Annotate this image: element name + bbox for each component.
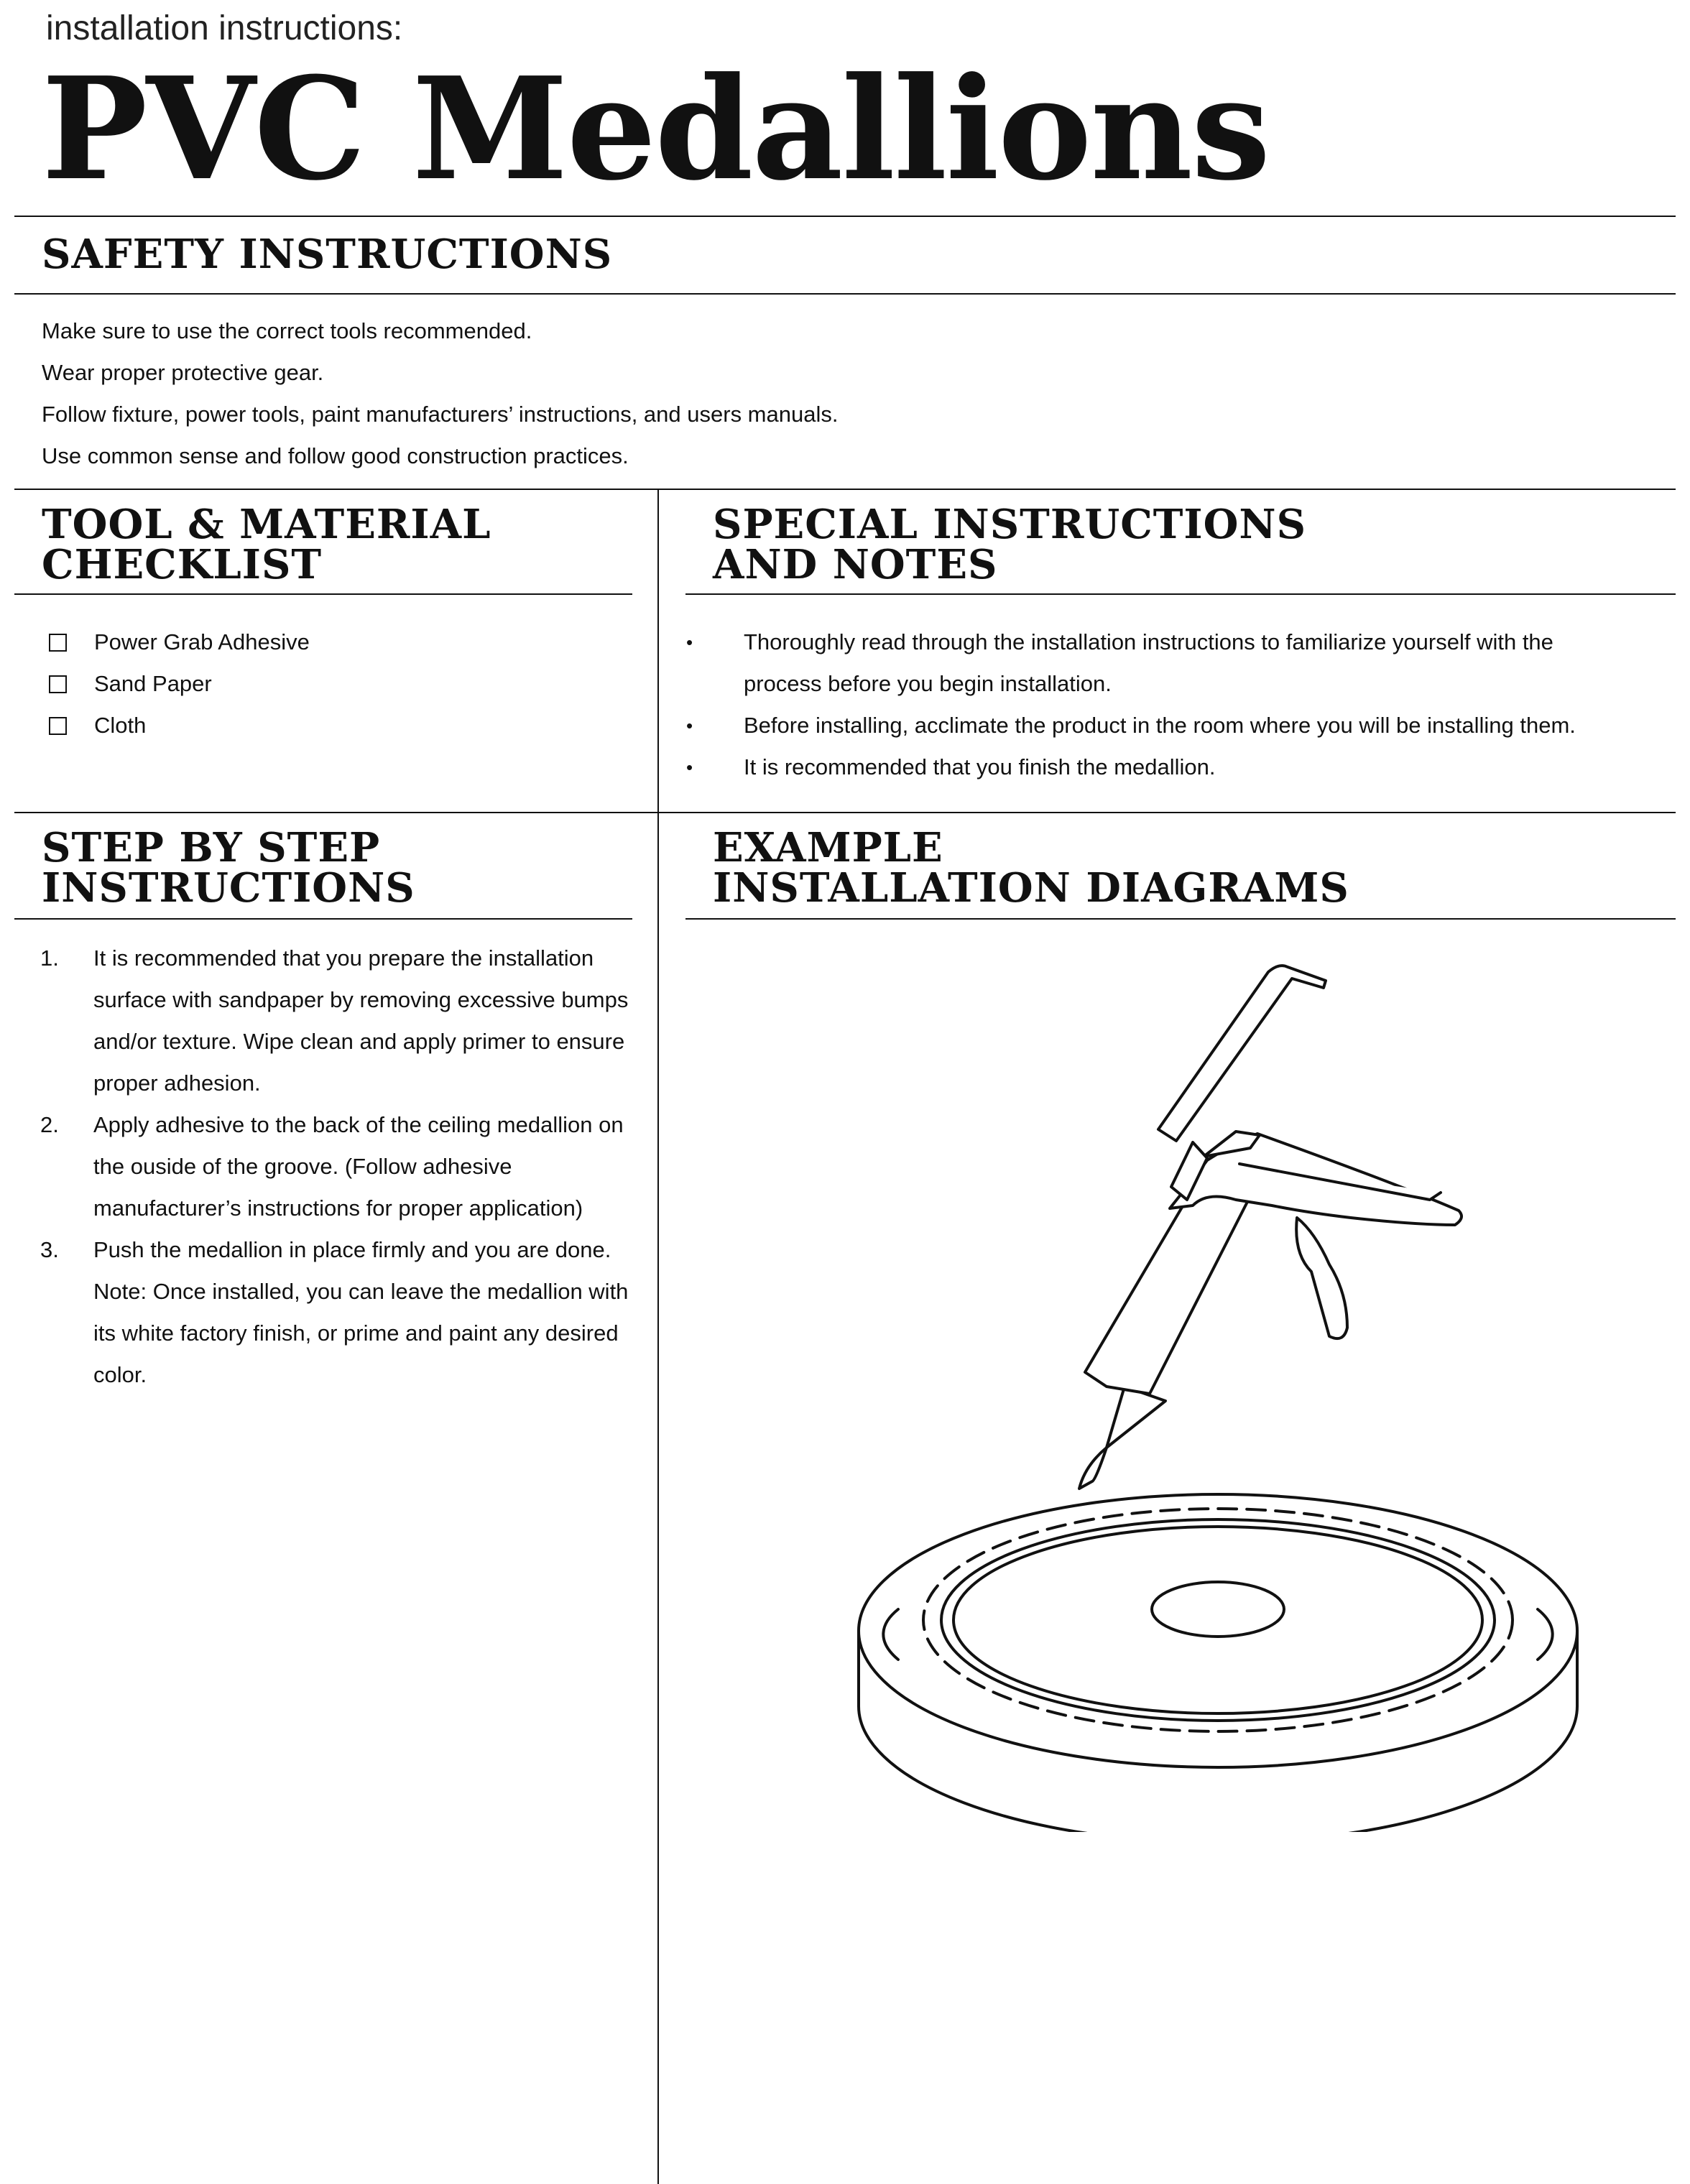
notes-heading-line: SPECIAL INSTRUCTIONS: [713, 501, 1307, 548]
notes-list: [686, 621, 1627, 788]
note-text: It is recommended that you finish the medallion.: [744, 754, 1216, 779]
checklist-heading-line: TOOL & MATERIAL: [42, 501, 491, 548]
note-text: Thoroughly read through the installation instructions to familiarize yourself with the process before you begin installation.: [744, 629, 1553, 696]
step-item: [40, 938, 629, 1104]
divider: [685, 593, 1676, 595]
safety-heading: SAFETY INSTRUCTIONS: [42, 231, 613, 278]
checklist-item[interactable]: [49, 705, 310, 746]
checklist-heading: [42, 501, 491, 588]
notes-heading-line: AND NOTES: [713, 541, 998, 588]
step-number: 2.: [40, 1112, 59, 1137]
step-text: Apply adhesive to the back of the ceiling medallion on the ouside of the groove. (Follow adhesive manufacturer’s instructions for proper application): [93, 1112, 624, 1221]
steps-heading-line: INSTRUCTIONS: [42, 864, 415, 912]
medallion-icon: [859, 1494, 1577, 1832]
step-text: It is recommended that you prepare the installation surface with sandpaper by removing excessive bumps and/or texture. Wipe clean and apply primer to ensure proper adhesion.: [93, 945, 629, 1096]
diagrams-heading-line: EXAMPLE: [713, 824, 943, 871]
divider: [14, 593, 632, 595]
safety-line: Wear proper protective gear.: [42, 360, 324, 385]
page-title: PVC Medallions: [42, 47, 1270, 212]
checklist: [49, 621, 310, 746]
divider: [14, 918, 632, 920]
safety-line: Use common sense and follow good construction practices.: [42, 443, 629, 468]
caulk-gun-icon: [1079, 966, 1462, 1489]
checklist-item[interactable]: [49, 663, 310, 705]
step-note: Note: Once installed, you can leave the medallion with its white factory finish, or prime and paint any desired color.: [93, 1279, 629, 1387]
bullet-icon: •: [686, 756, 693, 778]
diagrams-heading: [713, 824, 1349, 912]
steps-heading-line: STEP BY STEP: [42, 824, 381, 871]
steps-list: [40, 938, 629, 1396]
steps-heading: [42, 824, 415, 912]
checklist-item-label: Sand Paper: [94, 671, 212, 696]
list-item: [686, 621, 1627, 705]
safety-line: Follow fixture, power tools, paint manufacturers’ instructions, and users manuals.: [42, 402, 839, 427]
step-number: 3.: [40, 1237, 59, 1262]
checklist-heading-line: CHECKLIST: [42, 541, 323, 588]
notes-heading: [713, 501, 1307, 588]
divider: [14, 812, 1676, 813]
divider: [14, 216, 1676, 217]
diagrams-heading-line: INSTALLATION DIAGRAMS: [713, 864, 1349, 912]
checkbox-icon[interactable]: [49, 717, 67, 735]
step-item: [40, 1229, 629, 1396]
step-number: 1.: [40, 945, 59, 971]
checklist-item[interactable]: [49, 621, 310, 663]
checklist-item-label: Cloth: [94, 713, 147, 738]
step-text: Push the medallion in place firmly and you are done.: [93, 1237, 611, 1262]
safety-line: Make sure to use the correct tools recommended.: [42, 318, 532, 343]
list-item: [686, 746, 1627, 788]
divider: [14, 293, 1676, 295]
step-item: [40, 1104, 629, 1229]
caulk-gun-medallion-icon: [848, 948, 1595, 1832]
checkbox-icon[interactable]: [49, 634, 67, 652]
bullet-icon: •: [686, 715, 693, 736]
column-divider: [657, 489, 659, 2184]
list-item: [686, 705, 1627, 746]
checkbox-icon[interactable]: [49, 675, 67, 693]
bullet-icon: •: [686, 631, 693, 653]
subtitle: installation instructions:: [46, 9, 403, 47]
safety-text: [42, 310, 1622, 477]
note-text: Before installing, acclimate the product in the room where you will be installing them.: [744, 713, 1576, 738]
divider: [14, 489, 1676, 490]
checklist-item-label: Power Grab Adhesive: [94, 629, 310, 654]
divider: [685, 918, 1676, 920]
